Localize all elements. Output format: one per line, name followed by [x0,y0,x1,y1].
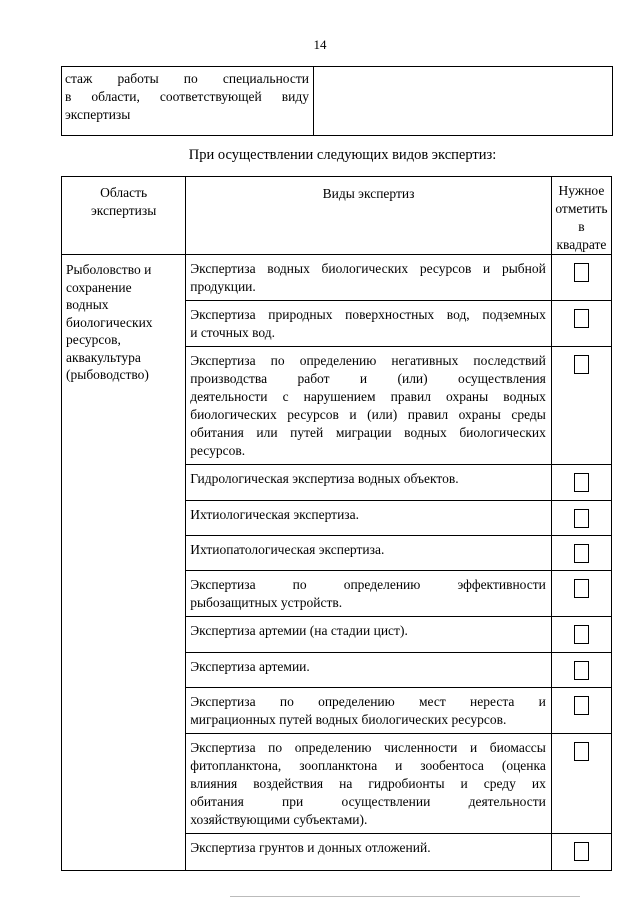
expertise-type [186,734,552,834]
expertise-rows [62,255,612,871]
expertise-type [186,301,552,347]
header-area-line: экспертизы [90,203,157,218]
expertise-checkbox[interactable] [574,544,589,563]
expertise-type-line: Гидрологическая экспертиза водных объектов. [190,471,459,486]
expertise-type-line: миграционных путей водных биологических ресурсов. [190,712,507,727]
header-mark-line: Нужное [558,183,605,198]
header-area-line: Область [100,185,148,200]
bottom-rule [230,896,580,897]
mark-cell [551,347,611,465]
expertise-type [186,571,552,617]
expertise-type [186,465,552,501]
expertise-type-line: Экспертиза грунтов и донных отложений. [190,840,431,855]
expertise-checkbox[interactable] [574,696,589,715]
expertise-type-line: Экспертиза по определению мест нереста и [190,694,546,709]
expertise-type-line: ресурсов. [190,443,246,458]
expertise-type-line: Экспертиза по определению эффективности [190,577,546,592]
expertise-type-line: Ихтиологическая экспертиза. [190,507,359,522]
expertise-table-header [62,177,612,255]
header-mark [551,177,611,255]
expertise-area-line: сохранение [66,279,132,295]
expertise-checkbox[interactable] [574,473,589,492]
expertise-type [186,347,552,465]
expertise-checkbox[interactable] [574,579,589,598]
header-mark-line: отметить [555,201,608,216]
work-experience-line: в области, соответствующей виду [65,89,309,104]
expertise-type-line: Экспертиза водных биологических ресурсов и рыбной [190,261,546,276]
expertise-checkbox[interactable] [574,661,589,680]
header-area [62,177,186,255]
expertise-type-line: фитопланктона, зоопланктона и зообентоса (оценка [190,758,546,773]
expertise-area-line: ресурсов, [66,332,121,347]
work-experience-line: стаж работы по специальности [65,71,309,86]
mark-cell [551,653,611,688]
mark-cell [551,501,611,536]
expertise-type [186,255,552,301]
expertise-checkbox[interactable] [574,625,589,644]
work-experience-line: экспертизы [65,107,131,122]
expertise-type [186,617,552,653]
expertise-area-line: (рыбоводство) [66,367,149,382]
mark-cell [551,301,611,347]
page-number: 14 [313,37,327,52]
mark-cell [551,834,611,871]
expertise-type-line: деятельности с нарушением правил охраны водных [190,389,546,404]
expertise-type [186,653,552,688]
expertise-area-line: водных [66,297,109,312]
expertise-type-line: Экспертиза артемии. [190,659,310,674]
mark-cell [551,617,611,653]
expertise-type-line: Экспертиза по определению негативных последствий [190,353,546,368]
mark-cell [551,688,611,734]
expertise-type-line: обитания при осуществлении деятельности [190,794,546,809]
expertise-type-line: Экспертиза по определению численности и биомассы [190,740,546,755]
expertise-type [186,501,552,536]
expertise-type [186,536,552,571]
expertise-type-line: обитания или путей миграции водных биологических [190,425,546,440]
expertise-checkbox[interactable] [574,309,589,328]
expertise-area [62,255,186,871]
work-experience-label [62,67,314,136]
expertise-area-line: биологических [66,314,153,330]
header-mark-line: в квадрате [556,219,607,252]
expertise-type-line: Экспертиза природных поверхностных вод, подземных [190,307,546,322]
expertise-area-line: Рыболовство и [66,262,152,277]
expertise-checkbox[interactable] [574,509,589,528]
expertise-type-line: хозяйствующими субъектами). [190,812,368,827]
expertise-type-line: биологических ресурсов и (или) правил охраны среды [190,407,546,422]
work-experience-value-cell[interactable] [314,67,613,136]
expertise-types-heading: При осуществлении следующих видов экспертиз: [188,147,497,163]
expertise-type-line: Экспертиза артемии (на стадии цист). [190,623,408,638]
expertise-table [61,176,612,871]
expertise-area-line: аквакультура [66,349,141,365]
mark-cell [551,536,611,571]
expertise-type-line: влияния воздействия на гидробионты и среду их [190,776,546,791]
work-experience-table [61,66,613,136]
expertise-type-line: рыбозащитных устройств. [190,595,343,610]
expertise-type-line: производства работ и (или) осуществления [190,371,546,386]
expertise-type [186,688,552,734]
expertise-checkbox[interactable] [574,263,589,282]
mark-cell [551,734,611,834]
header-types: Виды экспертиз [186,177,552,255]
expertise-type-line: Ихтиопатологическая экспертиза. [190,542,385,557]
mark-cell [551,465,611,501]
expertise-checkbox[interactable] [574,742,589,761]
mark-cell [551,255,611,301]
expertise-type-line: и сточных вод. [190,325,276,340]
expertise-type-line: продукции. [190,279,256,294]
expertise-checkbox[interactable] [574,842,589,861]
expertise-row [62,255,612,301]
expertise-type [186,834,552,871]
mark-cell [551,571,611,617]
expertise-checkbox[interactable] [574,355,589,374]
